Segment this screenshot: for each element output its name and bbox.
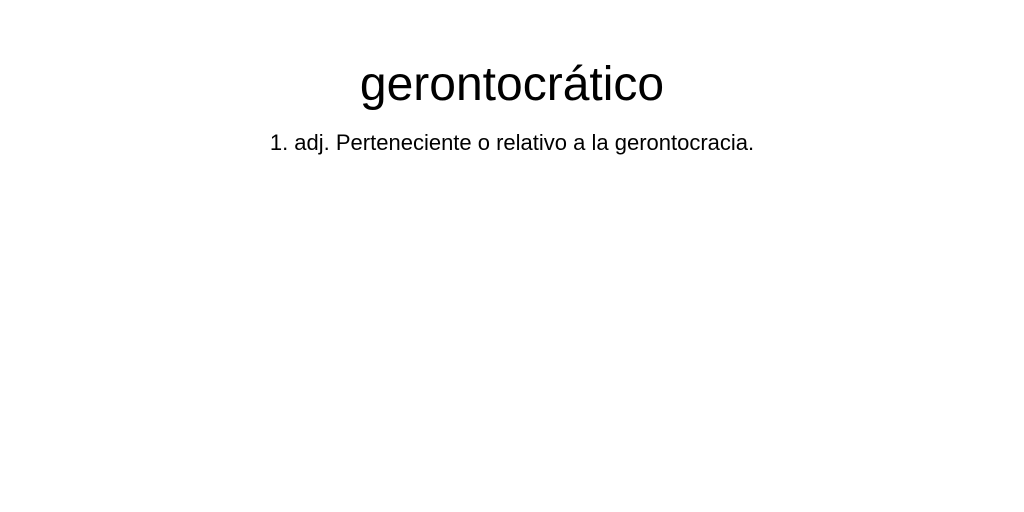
dictionary-entry (0, 0, 1024, 157)
entry-definition: 1. adj. Perteneciente o relativo a la gerontocracia. (269, 130, 755, 155)
entry-headword: gerontocrático (359, 58, 665, 111)
